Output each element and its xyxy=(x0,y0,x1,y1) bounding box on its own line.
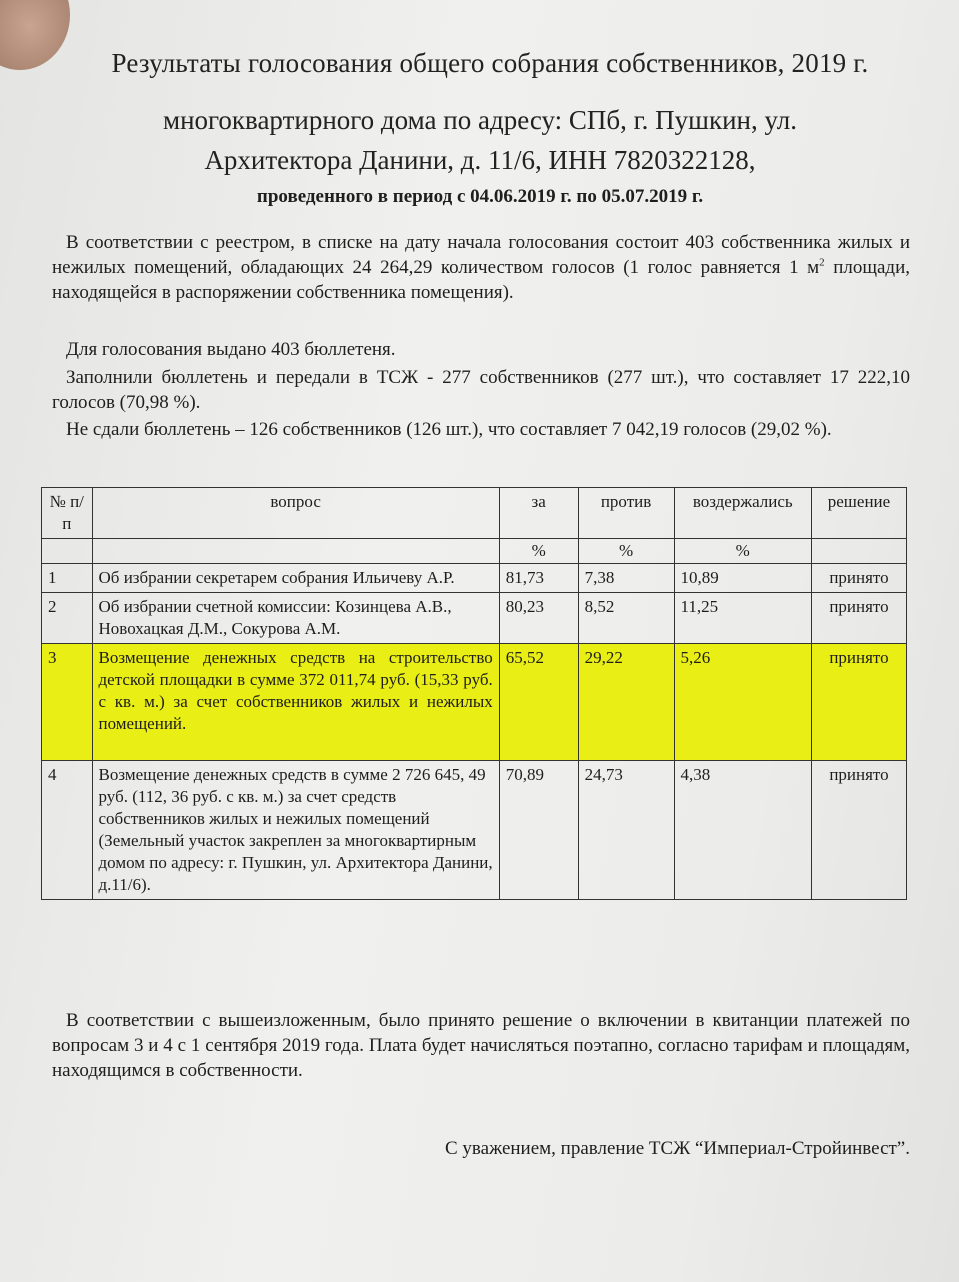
row-against: 24,73 xyxy=(578,761,674,900)
table-row xyxy=(42,761,907,900)
header-against: против xyxy=(578,488,674,539)
header-for: за xyxy=(499,488,578,539)
ballots-issued-paragraph: Для голосования выдано 403 бюллетеня. xyxy=(66,339,396,360)
address-line-2: Архитектора Данини, д. 11/6, ИНН 7820322128, xyxy=(204,145,756,175)
row-abstained: 4,38 xyxy=(674,761,811,900)
row-for: 81,73 xyxy=(499,564,578,593)
row-decision: принято xyxy=(811,593,906,644)
row-num: 1 xyxy=(42,564,93,593)
row-question: Возмещение денежных средств в сумме 2 726 645, 49 руб. (112, 36 руб. с кв. м.) за счет средств собственников жилых и нежилых помещений (Земельный участок закреплен за многоквартирным домом по адресу: г. Пушкин, ул. Архитектора Данини, д.11/6). xyxy=(92,761,499,900)
row-for: 70,89 xyxy=(499,761,578,900)
table-row xyxy=(42,564,907,593)
voting-results-table xyxy=(41,487,907,900)
row-num: 3 xyxy=(42,644,93,761)
row-decision: принято xyxy=(811,761,906,900)
row-abstained: 10,89 xyxy=(674,564,811,593)
voting-period: проведенного в период с 04.06.2019 г. по 05.07.2019 г. xyxy=(256,186,704,207)
table-row xyxy=(42,593,907,644)
registry-text-a: В соответствии с реестром, в списке на дату начала голосования состоит 403 собственника жилых и нежилых помещений, обладающих 24 264,29 количеством голосов (1 голос равняется 1 м xyxy=(52,232,910,278)
address-line-1: многоквартирного дома по адресу: СПб, г. Пушкин, ул. xyxy=(163,105,797,135)
unit-cell-empty xyxy=(811,539,906,564)
registry-paragraph xyxy=(52,230,910,305)
header-num: № п/п xyxy=(42,488,93,539)
row-question: Об избрании счетной комиссии: Козинцева А.В., Новохацкая Д.М., Сокурова А.М. xyxy=(92,593,499,644)
row-num: 4 xyxy=(42,761,93,900)
row-for: 65,52 xyxy=(499,644,578,761)
row-for: 80,23 xyxy=(499,593,578,644)
row-decision: принято xyxy=(811,644,906,761)
table-row-highlighted xyxy=(42,644,907,761)
unit-cell-empty xyxy=(92,539,499,564)
unit-abstained: % xyxy=(674,539,811,564)
row-abstained: 11,25 xyxy=(674,593,811,644)
row-question: Об избрании секретарем собрания Ильичеву А.Р. xyxy=(92,564,499,593)
row-decision: принято xyxy=(811,564,906,593)
header-decision: решение xyxy=(811,488,906,539)
signature: С уважением, правление ТСЖ “Империал-Стройинвест”. xyxy=(445,1138,910,1159)
conclusion-paragraph: В соответствии с вышеизложенным, было принято решение о включении в квитанции платежей по вопросам 3 и 4 с 1 сентября 2019 года. Плата будет начисляться поэтапно, согласно тарифам и площадям, находящимся в собственности. xyxy=(52,1010,910,1081)
document-title: Результаты голосования общего собрания собственников, 2019 г. xyxy=(111,48,869,78)
table-unit-row xyxy=(42,539,907,564)
squared-superscript: 2 xyxy=(819,256,825,269)
header-abstained: воздержались xyxy=(674,488,811,539)
row-abstained: 5,26 xyxy=(674,644,811,761)
document-address xyxy=(80,100,880,180)
unit-for: % xyxy=(499,539,578,564)
header-question: вопрос xyxy=(92,488,499,539)
ballots-missing-paragraph: Не сдали бюллетень – 126 собственников (126 шт.), что составляет 7 042,19 голосов (29,02 %). xyxy=(66,419,832,440)
unit-against: % xyxy=(578,539,674,564)
table-header-row xyxy=(42,488,907,539)
unit-cell-empty xyxy=(42,539,93,564)
ballots-returned-paragraph: Заполнили бюллетень и передали в ТСЖ - 277 собственников (277 шт.), что составляет 17 222,10 голосов (70,98 %). xyxy=(52,367,910,413)
row-against: 7,38 xyxy=(578,564,674,593)
row-question: Возмещение денежных средств на строительство детской площадки в сумме 372 011,74 руб. (15,33 руб. с кв. м.) за счет собственников жилых и нежилых помещений. xyxy=(92,644,499,761)
registry-text-b: площади, находящейся в распоряжении собственника помещения). xyxy=(52,257,910,303)
row-num: 2 xyxy=(42,593,93,644)
row-against: 8,52 xyxy=(578,593,674,644)
row-against: 29,22 xyxy=(578,644,674,761)
